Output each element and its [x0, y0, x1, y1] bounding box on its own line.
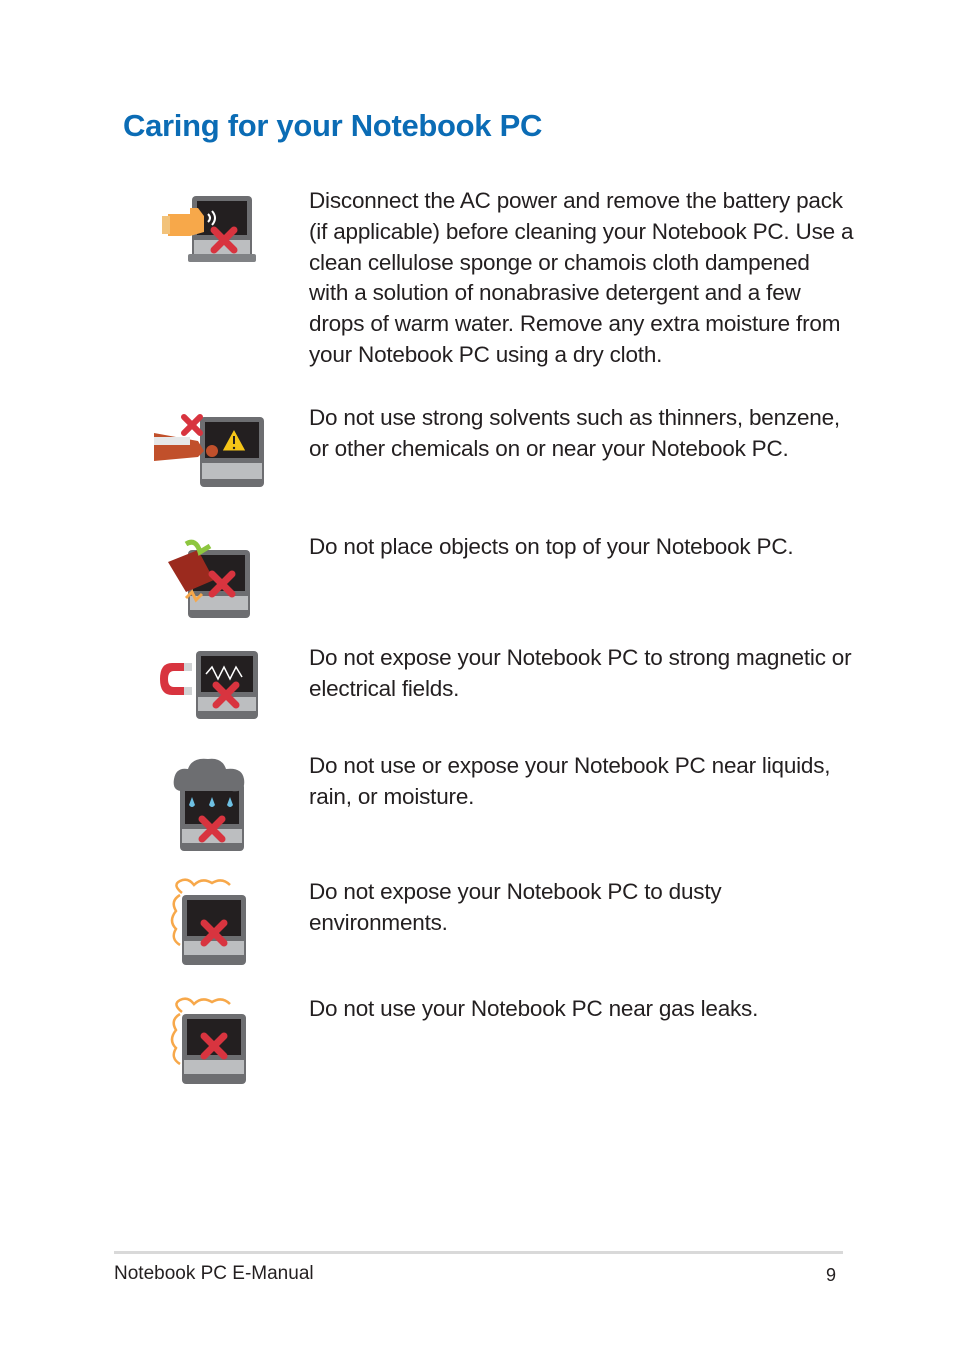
page-number: 9 — [826, 1265, 837, 1285]
page-title: Caring for your Notebook PC — [123, 108, 543, 143]
dust-laptop-icon — [168, 883, 252, 967]
footer-manual-title: Notebook PC E-Manual — [114, 1263, 314, 1284]
magnet-laptop-icon — [158, 649, 260, 721]
solvent-warning-laptop-icon — [152, 411, 268, 487]
rain-laptop-icon — [172, 757, 250, 853]
care-item-text: Do not use your Notebook PC near gas leaks. — [309, 996, 759, 1021]
hand-power-laptop-icon — [160, 190, 256, 266]
care-item-text: Do not use or expose your Notebook PC near liquids, rain, or moisture. — [309, 753, 831, 809]
care-item-text: Disconnect the AC power and remove the battery pack (if applicable) before cleaning your Notebook PC. Use a clean cellulose sponge or chamois cloth dampened with a solution of nonabrasive detergent and a few drops of warm water. Remove any extra moisture from your Notebook PC using a dry cloth. — [309, 188, 854, 367]
care-item-text: Do not expose your Notebook PC to dusty environments. — [309, 879, 722, 935]
care-item-text: Do not expose your Notebook PC to strong magnetic or electrical fields. — [309, 645, 852, 701]
care-item-text: Do not use strong solvents such as thinners, benzene, or other chemicals on or near your Notebook PC. — [309, 405, 840, 461]
gas-leak-laptop-icon — [168, 1002, 252, 1086]
footer-divider — [114, 1251, 843, 1254]
care-item-text: Do not place objects on top of your Notebook PC. — [309, 534, 794, 559]
objects-on-laptop-icon — [166, 540, 254, 620]
